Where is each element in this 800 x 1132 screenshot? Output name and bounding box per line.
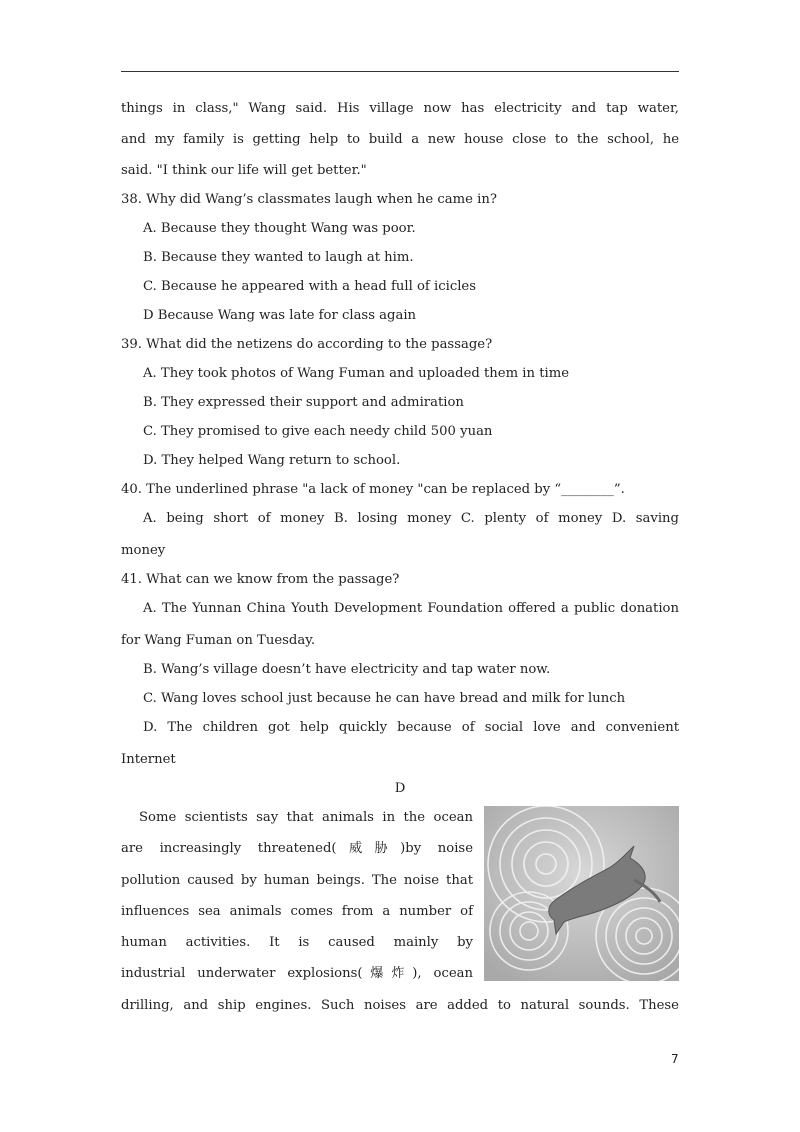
question-41-option-b: B. Wang’s village doesn’t have electricity and tap water now. xyxy=(143,662,551,677)
question-38-option-c: C. Because he appeared with a head full of icicles xyxy=(143,279,476,294)
question-39-option-c: C. They promised to give each needy child 500 yuan xyxy=(143,424,493,439)
question-38-stem: 38. Why did Wang’s classmates laugh when he came in? xyxy=(121,192,497,207)
question-40-options-continued: money xyxy=(121,543,166,558)
question-41-option-d: D. The children got help quickly because of social love and convenient xyxy=(143,720,679,735)
question-39-option-d: D. They helped Wang return to school. xyxy=(143,453,401,468)
passage-line: are increasingly threatened(威胁)by noise xyxy=(121,841,473,856)
dolphin-sound-waves-photo xyxy=(484,806,679,981)
question-39-option-a: A. They took photos of Wang Fuman and uploaded them in time xyxy=(143,366,570,381)
question-41-option-c: C. Wang loves school just because he can have bread and milk for lunch xyxy=(143,691,626,706)
passage-line: industrial underwater explosions(爆炸), ocean xyxy=(121,966,473,981)
page-number: 7 xyxy=(671,1052,679,1066)
paragraph-line: and my family is getting help to build a new house close to the school, he xyxy=(121,132,679,147)
question-41-option-d-continued: Internet xyxy=(121,752,176,767)
passage-line: drilling, and ship engines. Such noises are added to natural sounds. These xyxy=(121,998,679,1013)
question-38-option-d: D Because Wang was late for class again xyxy=(143,308,417,323)
header-rule xyxy=(121,71,679,72)
question-40-stem: 40. The underlined phrase "a lack of money "can be replaced by “________”. xyxy=(121,482,625,497)
question-39-option-b: B. They expressed their support and admiration xyxy=(143,395,464,410)
passage-line: Some scientists say that animals in the ocean xyxy=(139,810,473,825)
paragraph-line: said. "I think our life will get better." xyxy=(121,163,367,178)
question-38-option-b: B. Because they wanted to laugh at him. xyxy=(143,250,414,265)
paragraph-line: things in class," Wang said. His village now has electricity and tap water, xyxy=(121,101,679,116)
question-39-stem: 39. What did the netizens do according to the passage? xyxy=(121,337,493,352)
question-41-option-a-continued: for Wang Fuman on Tuesday. xyxy=(121,633,316,648)
question-41-stem: 41. What can we know from the passage? xyxy=(121,572,400,587)
passage-line: human activities. It is caused mainly by xyxy=(121,935,473,950)
question-41-option-a: A. The Yunnan China Youth Development Foundation offered a public donation xyxy=(143,601,679,616)
question-40-options: A. being short of money B. losing money C. plenty of money D. saving xyxy=(143,511,679,526)
question-38-option-a: A. Because they thought Wang was poor. xyxy=(143,221,416,236)
passage-line: influences sea animals comes from a number of xyxy=(121,904,473,919)
passage-line: pollution caused by human beings. The noise that xyxy=(121,873,473,888)
section-heading: D xyxy=(394,781,406,796)
